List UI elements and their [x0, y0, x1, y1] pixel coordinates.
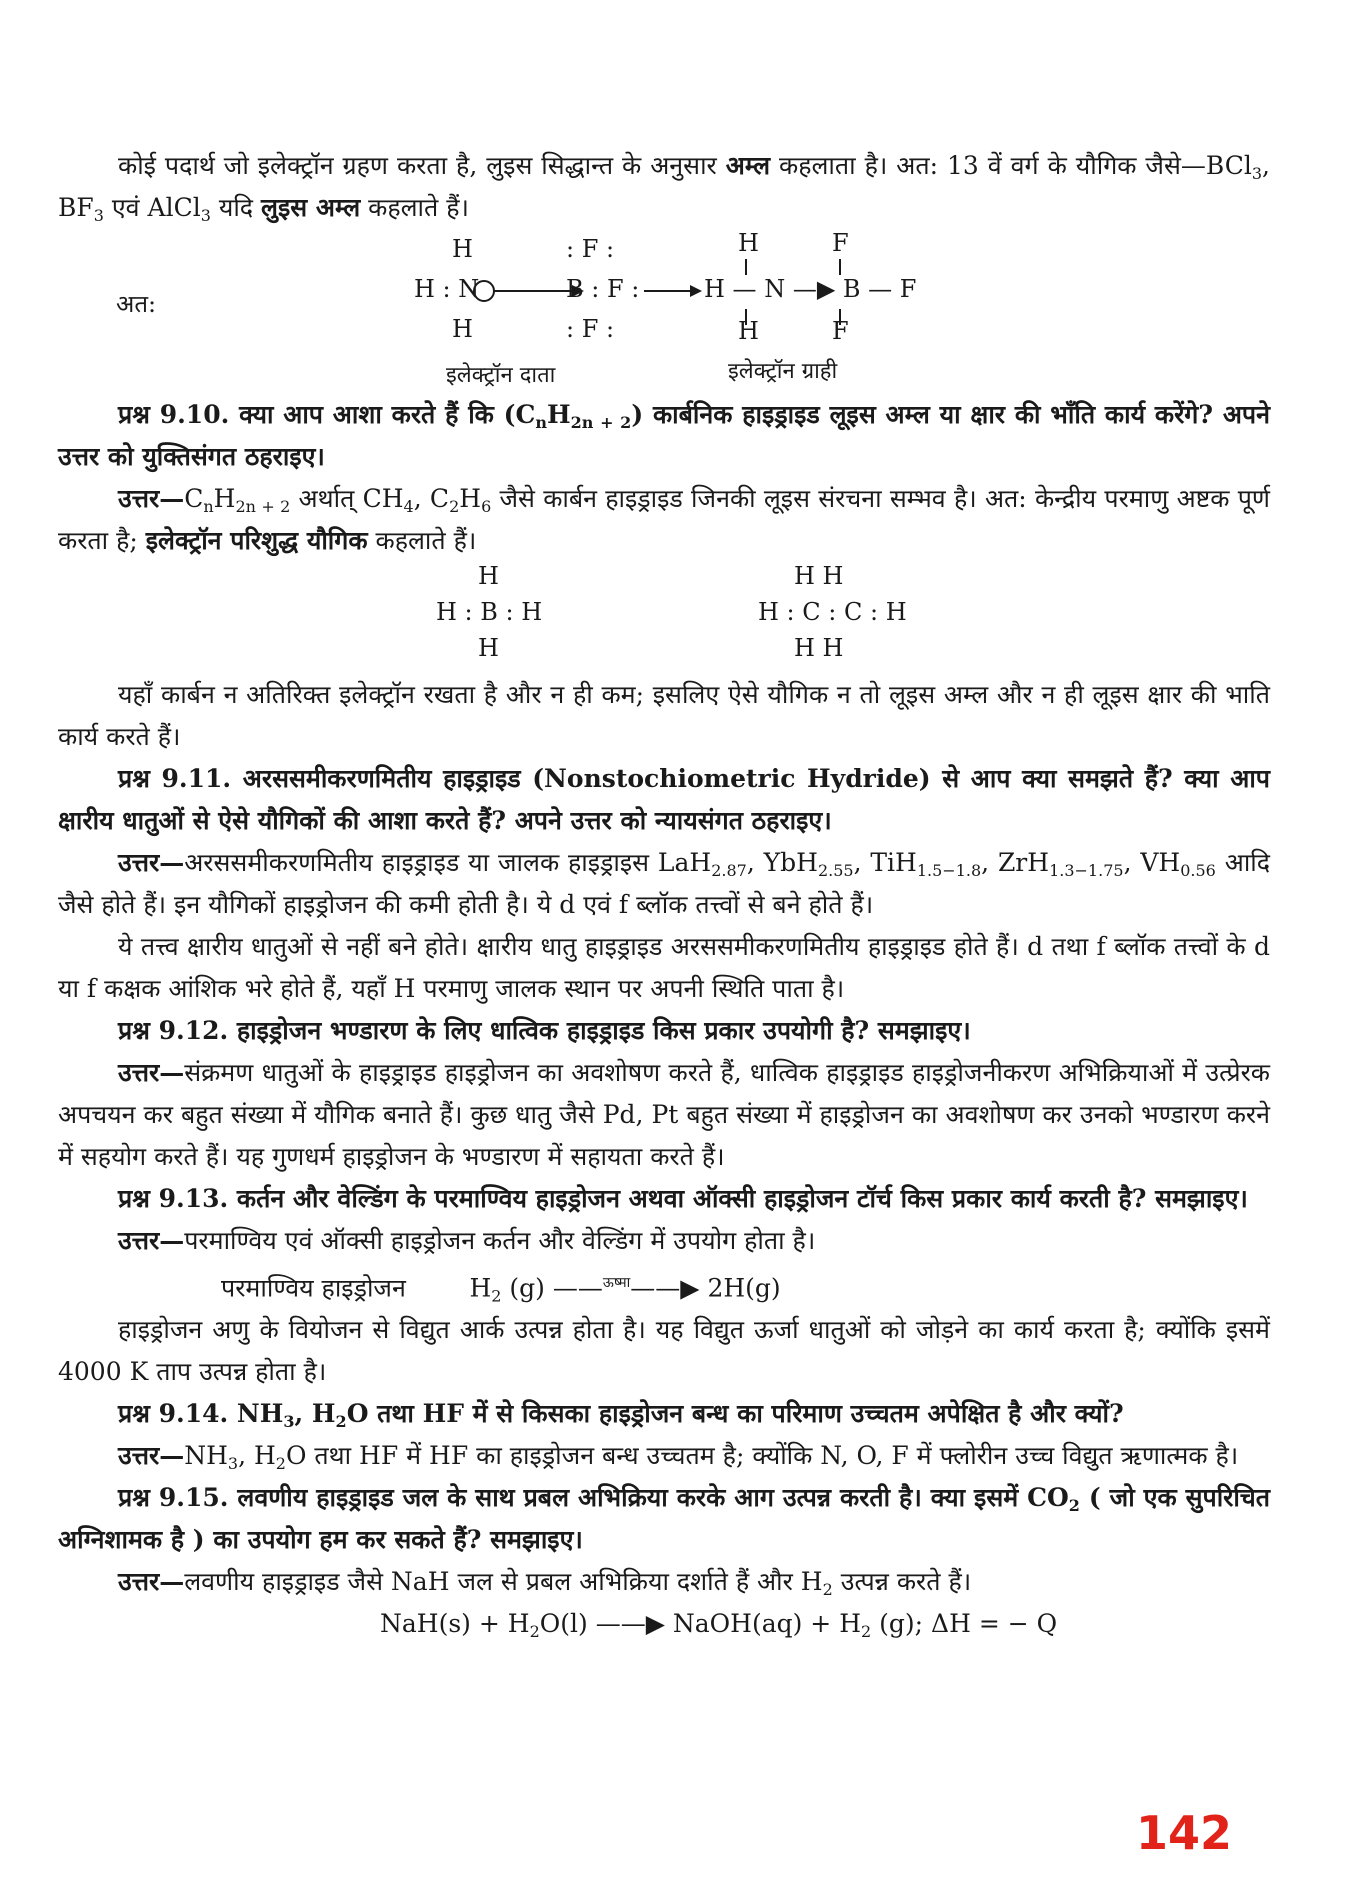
lewis-structure-diagram-nh3-bf3: अत: H H : N H : F : B : F : : F : H F H — N —▶ B — F H F इलेक्ट्रॉन दाता इलेक्ट्रॉन ग्राही: [116, 229, 917, 388]
page-body: [58, 145, 1270, 1645]
reaction-arrow-icon: [640, 273, 704, 309]
paragraph-9-10-conclusion: यहाँ कार्बन न अतिरिक्त इलेक्ट्रॉन रखता है और न ही कम; इसलिए ऐसे यौगिक न तो लूइस अम्ल और न ही लूइस क्षार की भाति कार्य करते हैं।: [58, 680, 1270, 751]
equation-nah-water: $NaH(s) + H_2O(l)$ ——▶ NaOH(aq) + $H_2$ (g); ΔH = − Q: [380, 1609, 1058, 1642]
question-9-12: प्रश्न 9.12. हाइड्रोजन भण्डारण के लिए धात्विक हाइड्राइड किस प्रकार उपयोगी है? समझाइए।: [118, 1016, 971, 1045]
question-9-14: प्रश्न 9.14. $NH_3$, $H_2O$ तथा HF में से किसका हाइड्रोजन बन्ध का परिमाण उच्चतम अपेक्षित है और क्यों?: [118, 1399, 1124, 1432]
question-9-11: प्रश्न 9.11. अरससमीकरणमितीय हाइड्राइड (Nonstochiometric Hydride) से आप क्या समझते हैं? क्या आप क्षारीय धातुओं से ऐसे यौगिकों की आशा करते हैं? अपने उत्तर को न्यायसंगत ठहराइए।: [58, 764, 1270, 835]
question-9-15: प्रश्न 9.15. लवणीय हाइड्राइड जल के साथ प्रबल अभिक्रिया करके आग उत्पन्न करती है। क्या इसमें $CO_2$ ( जो एक सुपरिचित अग्निशामक है ) का उपयोग हम कर सकते हैं? समझाइए।: [58, 1483, 1270, 1555]
answer-9-13: उत्तर—परमाण्विय एवं ऑक्सी हाइड्रोजन कर्तन और वेल्डिंग में उपयोग होता है।: [118, 1226, 816, 1255]
question-9-13: प्रश्न 9.13. कर्तन और वेल्डिंग के परमाण्विय हाइड्रोजन अथवा ऑक्सी हाइड्रोजन टॉर्च किस प्रकार कार्य करती है? समझाइए।: [118, 1184, 1248, 1213]
question-9-10: प्रश्न 9.10. क्या आप आशा करते हैं कि $(C_nH_{2n + 2})$ कार्बनिक हाइड्राइड लूइस अम्ल या क्षार की भाँति कार्य करेंगे? अपने उत्तर को युक्तिसंगत ठहराइए।: [58, 400, 1270, 471]
answer-9-15: उत्तर—लवणीय हाइड्राइड जैसे NaH जल से प्रबल अभिक्रिया दर्शाते हैं और $H_2$ उत्पन्न करते हैं।: [118, 1567, 972, 1600]
page-number: 142: [1136, 1806, 1233, 1860]
answer-9-12: उत्तर—संक्रमण धातुओं के हाइड्राइड हाइड्रोजन का अवशोषण करते हैं, धात्विक हाइड्राइड हाइड्रोजनीकरण अभिक्रियाओं में उत्प्रेरक अपचयन कर बहुत संख्या में यौगिक बनाते हैं। कुछ धातु जैसे Pd, Pt बहुत संख्या में हाइड्रोजन का अवशोषण कर उनको भण्डारण करने में सहयोग करते हैं। यह गुणधर्म हाइड्रोजन के भण्डारण में सहायता करते हैं।: [58, 1058, 1270, 1171]
diagram-label: अत:: [116, 290, 157, 318]
intro-paragraph: कोई पदार्थ जो इलेक्ट्रॉन ग्रहण करता है, लुइस सिद्धान्त के अनुसार अम्ल कहलाता है। अत: 13 वें वर्ग के यौगिक जैसे—BCl$_3$, $BF_3$ एवं AlCl$_3$ यदि लुइस अम्ल कहलाते हैं।: [58, 151, 1270, 225]
answer-9-14: $उत्तर—NH_3$, $H_2O$ तथा HF में HF का हाइड्रोजन बन्ध उच्चतम है; क्योंकि N, O, F में फ्लोरीन उच्च विद्युत ऋणात्मक है।: [118, 1441, 1239, 1474]
paragraph-9-11-continued: ये तत्त्व क्षारीय धातुओं से नहीं बने होते। क्षारीय धातु हाइड्राइड अरससमीकरणमितीय हाइड्राइड होते हैं। d तथा f ब्लॉक तत्त्वों के d या f कक्षक आंशिक भरे होते हैं, यहाँ H परमाणु जालक स्थान पर अपनी स्थिति पाता है।: [58, 932, 1270, 1003]
donor-label: इलेक्ट्रॉन दाता: [446, 363, 556, 388]
paragraph-9-13-continued: हाइड्रोजन अणु के वियोजन से विद्युत आर्क उत्पन्न होता है। यह विद्युत ऊर्जा धातुओं को जोड़ने का कार्य करता है; क्योंकि इसमें 4000 K ताप उत्पन्न होता है।: [58, 1315, 1270, 1387]
acceptor-label: इलेक्ट्रॉन ग्राही: [728, 359, 838, 384]
lewis-structure-diagram-hydrides: H H : B : H H H H H : C : C : H H H: [436, 562, 907, 662]
equation-atomic-hydrogen: परमाण्विय हाइड्रोजन $H_2$ (g) ——$^{ऊष्मा}$——▶ 2H(g): [221, 1273, 781, 1306]
answer-9-11: उत्तर—अरससमीकरणमितीय हाइड्राइड या जालक हाइड्राइस LaH$_{2.87}$, YbH$_{2.55}$, TiH$_{1.5-1.8}$, ZrH$_{1.3-1.75}$, $VH_{0.56}$ आदि जैसे होते हैं। इन यौगिकों हाइड्रोजन की कमी होती है। ये d एवं f ब्लॉक तत्त्वों से बने होते हैं।: [58, 848, 1270, 919]
answer-9-10: $उत्तर—C_nH_{2n + 2}$ अर्थात् $CH_4$, $C_2H_6$ जैसे कार्बन हाइड्राइड जिनकी लूइस संरचना सम्भव है। अत: केन्द्रीय परमाणु अष्टक पूर्ण करता है; इलेक्ट्रॉन परिशुद्ध यौगिक कहलाते हैं।: [58, 484, 1270, 555]
bond-lines-icon: [728, 257, 858, 327]
